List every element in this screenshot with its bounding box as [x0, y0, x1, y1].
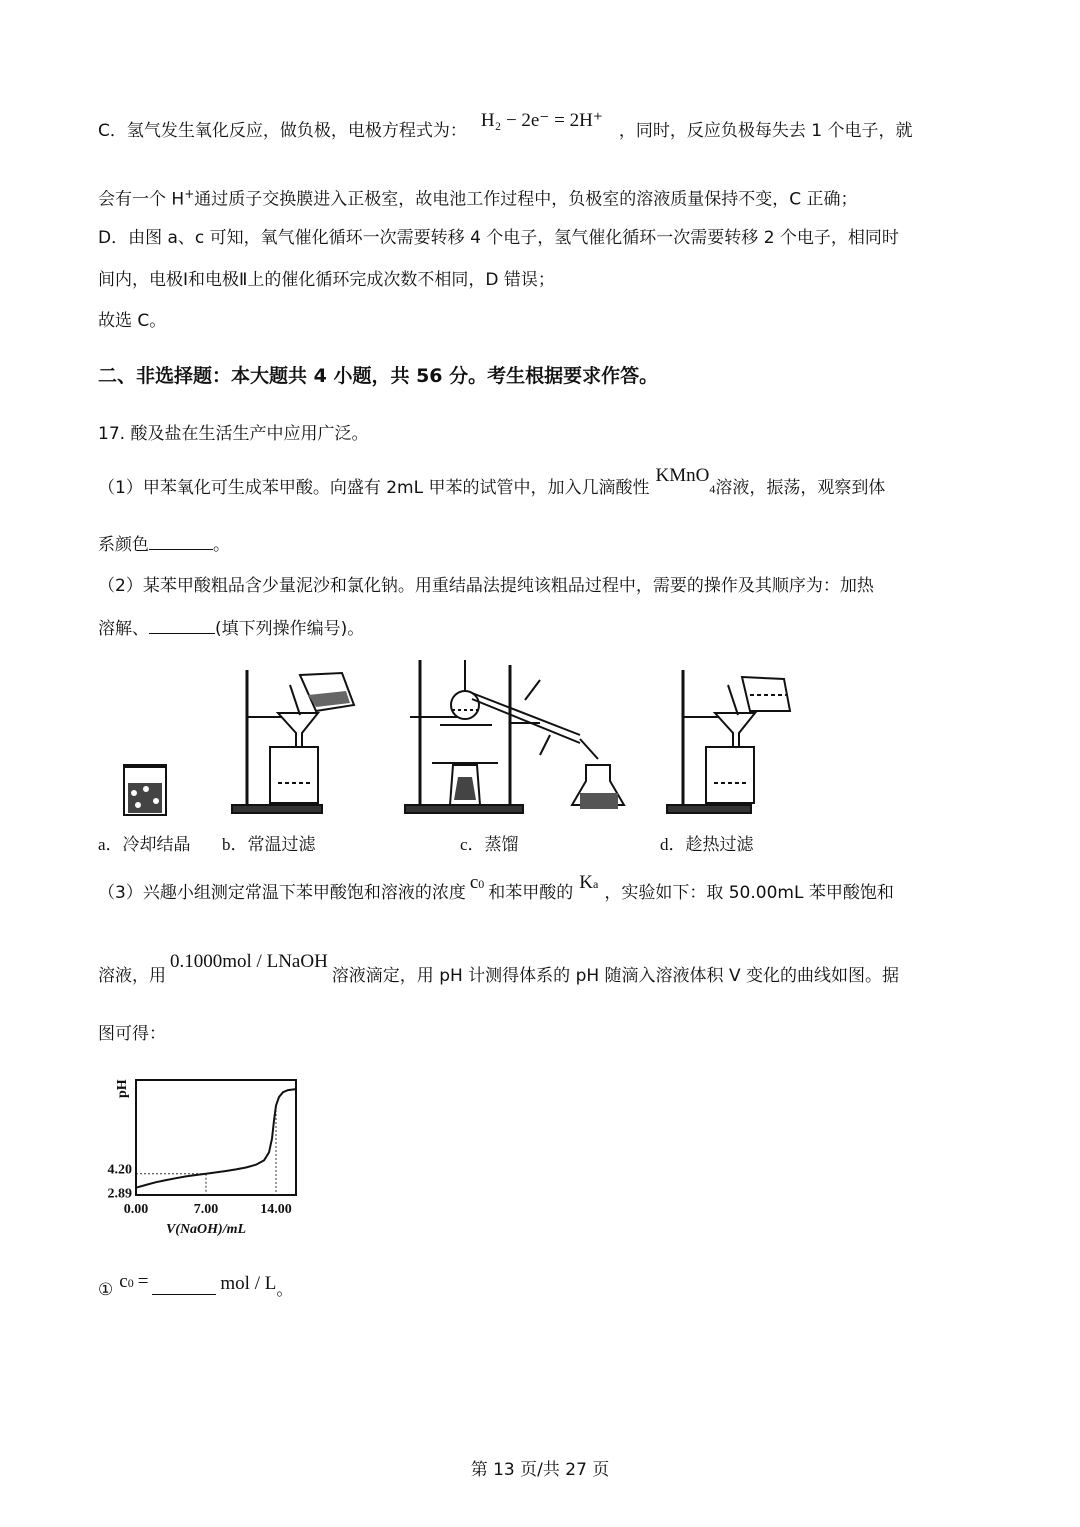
titrant-formula: 0.1000mol / LNaOH — [170, 951, 328, 972]
option-c-text-cont: ，同时，反应负极每失去 1 个电子，就 — [618, 121, 913, 141]
kmno4-sub: 4 — [709, 482, 716, 496]
beaker-crystals-icon — [124, 765, 166, 815]
part3-text-a: （3）兴趣小组测定常温下苯甲酸饱和溶液的浓度 — [98, 883, 466, 903]
proton-text-b: 通过质子交换膜进入正极室，故电池工作过程中，负极室的溶液质量保持不变，C 正确； — [194, 189, 858, 210]
question-17-part3 — [98, 872, 894, 907]
apparatus-label-d: d．趁热过滤 — [660, 835, 754, 854]
apparatus-figure — [110, 655, 810, 820]
question-17-part2: （2）某苯甲酸粗品含少量泥沙和氯化钠。用重结晶法提纯该粗品过程中，需要的操作及其顺序为：加热 — [98, 576, 874, 596]
y-tick-label: 4.20 — [107, 1162, 132, 1178]
part1-text-d: 。 — [213, 535, 230, 555]
answer-1-end: 。 — [276, 1280, 294, 1300]
paragraph-proton — [98, 181, 858, 213]
question-17-stem: 17. 酸及盐在生活生产中应用广泛。 — [98, 424, 369, 444]
paragraph-option-c — [98, 110, 913, 144]
y-axis-label: pH — [115, 1079, 130, 1098]
answer-1-c0-main: c — [119, 1271, 128, 1292]
ka-symbol — [579, 872, 598, 893]
paragraph-option-d: D．由图 a、c 可知，氧气催化循环一次需要转移 4 个电子，氢气催化循环一次需要转移 2 个电子，相同时 — [98, 228, 899, 248]
proton-charge: + — [184, 187, 195, 201]
apparatus-label-c: c．蒸馏 — [460, 835, 519, 854]
answer-1-marker: ① — [98, 1280, 114, 1300]
answer-blank-c0[interactable] — [152, 1276, 216, 1295]
paragraph-option-d-cont: 间内，电极Ⅰ和电极Ⅱ上的催化循环完成次数不相同，D 错误； — [98, 270, 555, 290]
hot-filtration-setup-icon — [667, 670, 790, 813]
ka-main: K — [579, 872, 593, 893]
answer-1-unit: mol / L — [220, 1273, 277, 1294]
answer-blank-order[interactable] — [149, 615, 215, 634]
kmno4-formula — [655, 465, 716, 496]
answer-choice: 故选 C。 — [98, 311, 167, 331]
electrode-equation: H₂ − 2e⁻ = 2H⁺ — [480, 110, 603, 131]
part2-text-c: (填下列操作编号)。 — [215, 619, 365, 639]
x-tick-label: 0.00 — [123, 1202, 149, 1217]
apparatus-label-b: b．常温过滤 — [222, 835, 316, 854]
answer-1-c0-sub: 0 — [127, 1276, 134, 1290]
answer-1-equals: = — [137, 1271, 149, 1292]
proton-text-a: 会有一个 H — [98, 189, 185, 210]
part1-text-b: 溶液，振荡，观察到体 — [715, 478, 886, 498]
part1-text-c: 系颜色 — [98, 535, 149, 555]
question-17-part3-cont — [98, 951, 899, 989]
part2-text-b: 溶解、 — [98, 619, 149, 639]
part3-text-d: 溶液，用 — [98, 966, 166, 986]
x-tick-label: 7.00 — [193, 1202, 219, 1217]
x-tick-label: 14.00 — [260, 1202, 292, 1217]
x-axis-label: V(NaOH)/mL — [165, 1222, 247, 1237]
question-17-part1-cont — [98, 531, 230, 558]
ka-sub: a — [593, 877, 599, 891]
question-17-part1 — [98, 465, 886, 502]
section-heading: 二、非选择题：本大题共 4 小题，共 56 分。考生根据要求作答。 — [98, 365, 659, 387]
page-footer: 第 13 页/共 27 页 — [470, 1460, 610, 1480]
c0-symbol — [470, 872, 484, 893]
y-tick-label: 2.89 — [107, 1186, 132, 1202]
c0-main: c — [469, 872, 479, 893]
part3-text-b: 和苯甲酸的 — [488, 883, 574, 903]
option-c-text: C．氢气发生氧化反应，做负极，电极方程式为： — [98, 121, 467, 141]
answer-1 — [98, 1271, 294, 1304]
kmno4-main: KMnO — [655, 465, 710, 486]
titration-curve — [136, 1089, 296, 1188]
part1-text-a: （1）甲苯氧化可生成苯甲酸。向盛有 2mL 甲苯的试管中，加入几滴酸性 — [98, 478, 650, 498]
distillation-setup-icon — [405, 660, 624, 813]
part3-text-c: ，实验如下：取 50.00mL 苯甲酸饱和 — [604, 883, 894, 903]
question-17-part2-cont — [98, 615, 364, 642]
answer-blank-color[interactable] — [149, 531, 213, 550]
part3-text-e: 溶液滴定，用 pH 计测得体系的 pH 随滴入溶液体积 V 变化的曲线如图。据 — [331, 966, 899, 986]
answer-1-c0 — [119, 1271, 133, 1292]
question-17-part3-cont2: 图可得： — [98, 1024, 166, 1044]
titration-chart — [96, 1070, 316, 1240]
filtration-setup-icon — [232, 670, 354, 813]
apparatus-labels — [98, 830, 898, 854]
c0-sub: 0 — [478, 877, 485, 891]
apparatus-label-a: a．冷却结晶 — [98, 835, 191, 854]
